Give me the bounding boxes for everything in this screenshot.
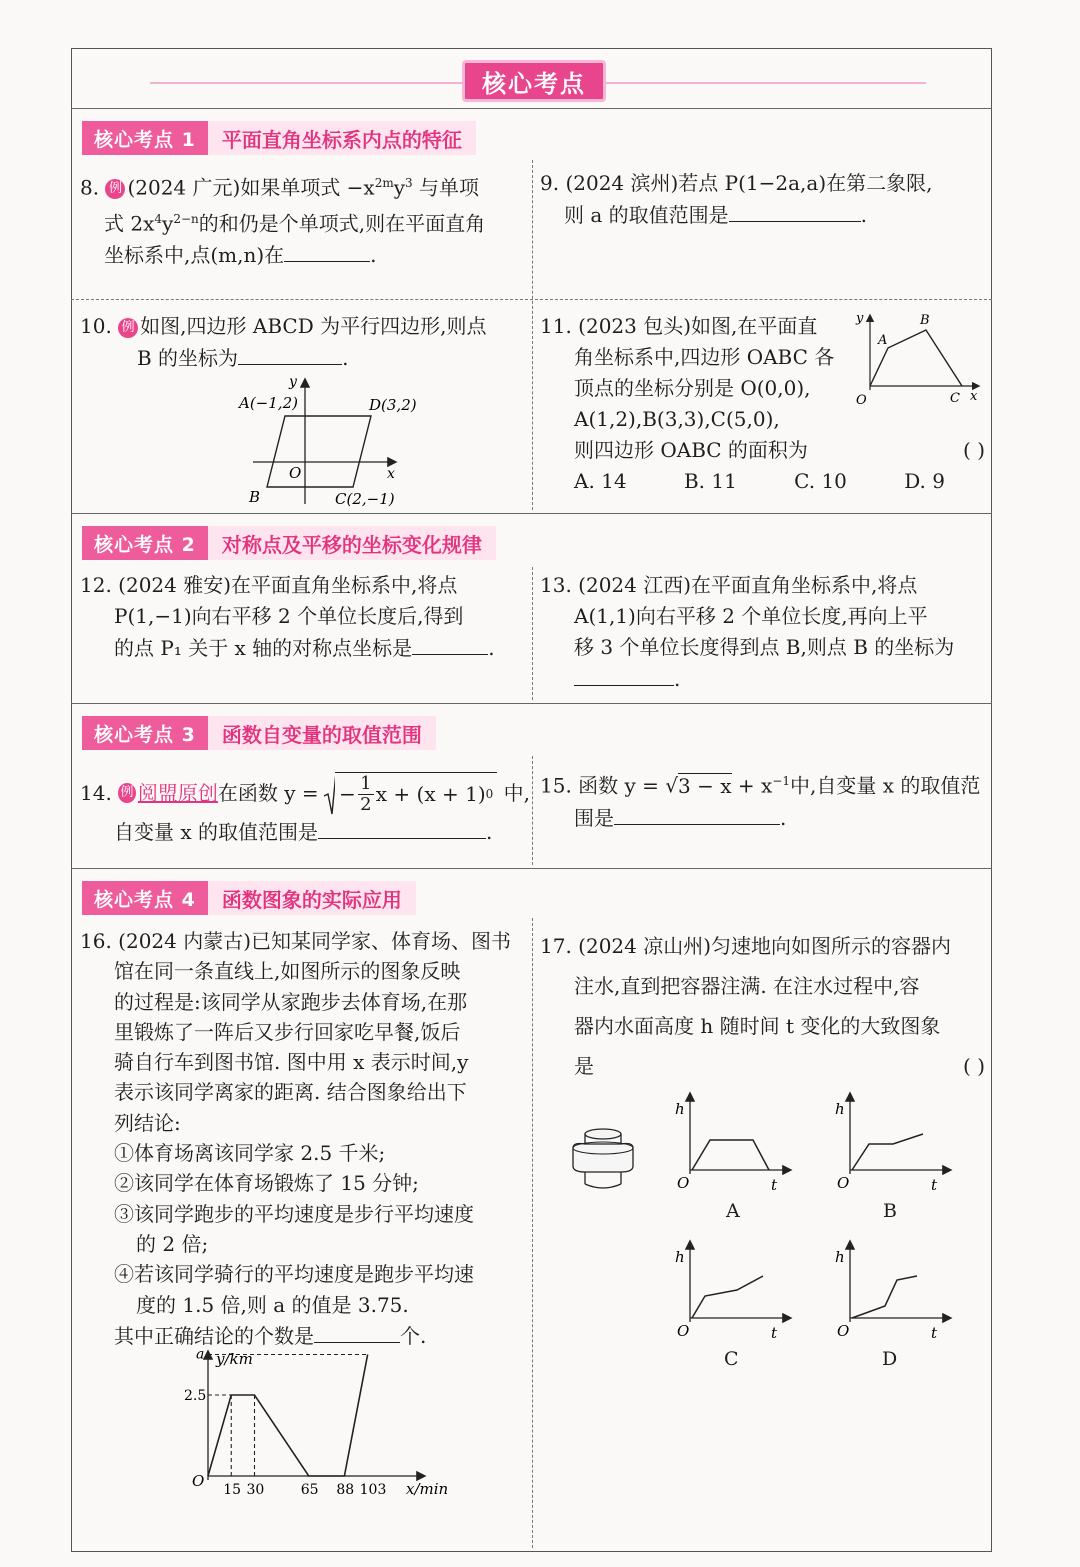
question-15: 15. 函数 $y = √3 - x + x^{-1}$中,自变量 x 的取值范 围是 . bbox=[540, 773, 981, 830]
svg-text:h: h bbox=[835, 1100, 845, 1118]
label-C: C(2,−1) bbox=[335, 490, 395, 508]
section-title: 函数自变量的取值范围 bbox=[208, 716, 436, 750]
answer-blank[interactable] bbox=[238, 342, 342, 365]
svg-text:O: O bbox=[677, 1322, 690, 1340]
origin-label: O bbox=[192, 1472, 205, 1490]
svg-text:t: t bbox=[931, 1176, 938, 1194]
answer-blank[interactable] bbox=[318, 816, 486, 839]
graph-B bbox=[825, 1090, 955, 1195]
section-header-4 bbox=[82, 881, 416, 915]
graph-D bbox=[825, 1238, 955, 1343]
container-figure bbox=[570, 1124, 636, 1194]
graph-D-label[interactable]: D bbox=[882, 1348, 898, 1370]
section-header-2 bbox=[82, 526, 496, 560]
answer-parens[interactable]: ( ) bbox=[963, 1054, 985, 1078]
distance-time-chart bbox=[180, 1346, 460, 1504]
question-14: 14. 例 阅盟原创 在函数 y = − $\frac{1}{2}$ x + (x + 1) 0 中, 自变量 x 的取值范围是 . bbox=[80, 770, 530, 848]
series-line bbox=[208, 1355, 368, 1477]
graph-A-label[interactable]: A bbox=[726, 1200, 740, 1222]
question-10: 10. 例 如图,四边形 ABCD 为平行四边形,则点 B 的坐标为 . bbox=[80, 314, 487, 370]
answer-blank[interactable] bbox=[284, 239, 370, 262]
x-tick-label: 65 bbox=[300, 1482, 319, 1498]
label-O: O bbox=[856, 393, 867, 408]
label-D: D(3,2) bbox=[369, 396, 417, 414]
x-tick-label: 88 bbox=[336, 1482, 355, 1498]
title-rule bbox=[606, 82, 926, 84]
curve-C bbox=[692, 1276, 763, 1318]
label-x: x bbox=[970, 389, 978, 404]
section-title: 对称点及平移的坐标变化规律 bbox=[208, 526, 496, 560]
parallelogram-figure bbox=[235, 372, 435, 510]
section-tag: 核心考点 1 bbox=[82, 121, 208, 155]
x-tick-label: 30 bbox=[246, 1482, 265, 1498]
example-icon: 例 bbox=[105, 179, 125, 199]
svg-text:t: t bbox=[771, 1176, 778, 1194]
label-y: y bbox=[289, 374, 297, 390]
choice-C[interactable]: C. 10 bbox=[794, 469, 847, 493]
question-17: 17. (2024 凉山州)匀速地向如图所示的容器内 注水,直到把容器注满. 在注水过程中,容 器内水面高度 h 随时间 t 变化的大致图象 是 ( ) bbox=[540, 926, 985, 1086]
example-icon: 例 bbox=[118, 318, 138, 338]
question-9: 9. (2024 滨州)若点 P(1−2a,a)在第二象限, 则 a 的取值范围是 . bbox=[540, 171, 933, 227]
divider bbox=[71, 513, 992, 514]
y-tick-label: a bbox=[196, 1346, 205, 1363]
question-8: 8. 例 (2024 广元)如果单项式 $-x^{2m}y^3$ 与单项 式 $2x^4y^{2-n}$的和仍是个单项式,则在平面直角 坐标系中,点(m,n)在 . bbox=[80, 175, 486, 268]
choice-D[interactable]: D. 9 bbox=[904, 469, 945, 493]
x-axis-label: x/min bbox=[406, 1480, 449, 1498]
svg-text:h: h bbox=[835, 1248, 845, 1266]
divider bbox=[71, 703, 992, 704]
svg-text:O: O bbox=[837, 1174, 850, 1192]
label-A: A(−1,2) bbox=[239, 394, 298, 412]
answer-blank[interactable] bbox=[729, 199, 861, 222]
choice-A[interactable]: A. 14 bbox=[574, 469, 627, 493]
choice-B[interactable]: B. 11 bbox=[683, 469, 737, 493]
page-title: 核心考点 bbox=[462, 60, 606, 102]
original-badge: 阅盟原创 bbox=[137, 780, 218, 805]
answer-blank[interactable] bbox=[314, 1320, 400, 1343]
label-y: y bbox=[856, 311, 864, 326]
curve-A bbox=[692, 1140, 769, 1170]
graph-C bbox=[665, 1238, 795, 1343]
question-16: 16. (2024 内蒙古)已知某同学家、体育场、图书 馆在同一条直线上,如图所示的图象反映 的过程是:该同学从家跑步去体育场,在那 里锻炼了一阵后又步行回家吃早餐,饭后 骑自行车到图书馆. 图中用 x 表示时间,y 表示该同学离家的距离. 结合图象给出下 列结论: ①体育场离该同学家 2.5 千米; ②该同学在体育场锻炼了 15 分钟; ③该同学跑步的平均速度是步行平均速度 的 2 倍; ④若该同学骑行的平均速度是跑步平均速 度的 1.5 倍,则 a 的值是 3.75. 其中正确结论的个数是 个. bbox=[80, 929, 512, 1348]
label-x: x bbox=[387, 466, 395, 482]
question-11: 11. (2023 包头)如图,在平面直 角坐标系中,四边形 OABC 各 顶点的坐标分别是 O(0,0), A(1,2),B(3,3),C(5,0), 则四边形 OABC 的面积为 ( ) A. 14 B. 11 C. 10 D. 9 bbox=[540, 311, 985, 497]
x-tick-label: 103 bbox=[359, 1482, 387, 1498]
curve-B bbox=[852, 1134, 923, 1170]
label-B: B bbox=[249, 488, 261, 506]
section-title: 平面直角坐标系内点的特征 bbox=[208, 121, 476, 155]
quadrilateral-figure bbox=[850, 308, 982, 408]
radical-sign bbox=[323, 770, 335, 816]
graph-B-label[interactable]: B bbox=[883, 1200, 897, 1222]
x-tick-label: 15 bbox=[223, 1482, 242, 1498]
y-axis-label: y/km bbox=[216, 1350, 253, 1368]
section-tag: 核心考点 3 bbox=[82, 716, 208, 750]
column-divider bbox=[532, 756, 533, 865]
svg-text:h: h bbox=[675, 1100, 685, 1118]
section-header-3 bbox=[82, 716, 436, 750]
curve-D bbox=[852, 1276, 917, 1318]
y-tick-label: 2.5 bbox=[184, 1388, 207, 1404]
column-divider bbox=[532, 567, 533, 700]
answer-parens[interactable]: ( ) bbox=[963, 438, 985, 462]
graph-A bbox=[665, 1090, 795, 1195]
label-O: O bbox=[289, 464, 302, 482]
question-13: 13. (2024 江西)在平面直角坐标系中,将点 A(1,1)向右平移 2 个单位长度,再向上平 移 3 个单位长度得到点 B,则点 B 的坐标为 . bbox=[540, 573, 955, 691]
column-divider bbox=[532, 918, 533, 1548]
label-A: A bbox=[878, 333, 888, 348]
divider bbox=[71, 868, 992, 869]
example-icon: 例 bbox=[118, 783, 136, 803]
question-number: 8. bbox=[80, 175, 100, 200]
answer-blank[interactable] bbox=[574, 663, 674, 686]
answer-blank[interactable] bbox=[412, 632, 488, 655]
svg-text:O: O bbox=[677, 1174, 690, 1192]
label-B: B bbox=[920, 313, 930, 328]
svg-text:h: h bbox=[675, 1248, 685, 1266]
section-tag: 核心考点 4 bbox=[82, 881, 208, 915]
column-divider bbox=[532, 160, 533, 510]
svg-text:O: O bbox=[837, 1322, 850, 1340]
question-12: 12. (2024 雅安)在平面直角坐标系中,将点 P(1,−1)向右平移 2 个单位长度后,得到 的点 P₁ 关于 x 轴的对称点坐标是 . bbox=[80, 573, 495, 660]
svg-text:t: t bbox=[931, 1324, 938, 1342]
answer-blank[interactable] bbox=[614, 802, 780, 825]
svg-text:t: t bbox=[771, 1324, 778, 1342]
divider bbox=[71, 108, 992, 109]
section-tag: 核心考点 2 bbox=[82, 526, 208, 560]
title-rule bbox=[150, 82, 462, 84]
graph-C-label[interactable]: C bbox=[724, 1348, 739, 1370]
label-C: C bbox=[950, 391, 960, 406]
parallelogram bbox=[267, 416, 371, 487]
section-header-1 bbox=[82, 121, 476, 155]
section-title: 函数图象的实际应用 bbox=[208, 881, 416, 915]
